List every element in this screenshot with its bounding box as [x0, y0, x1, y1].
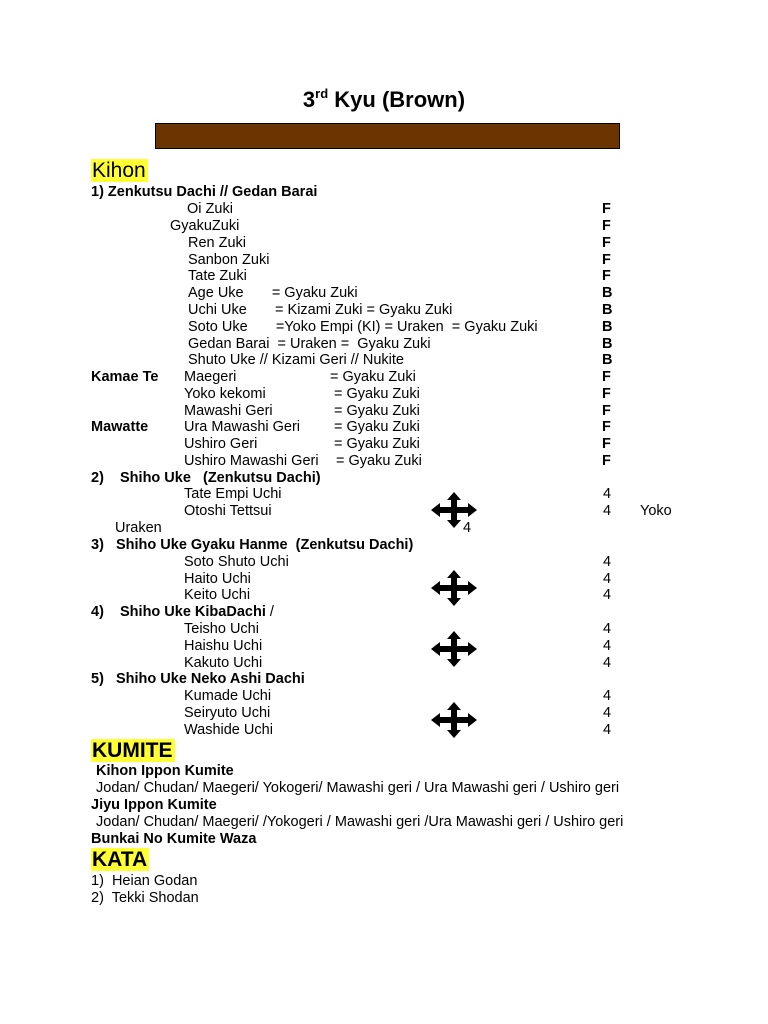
technique: Soto Uke =Yoko Empi (KI) = Uraken = Gyaku Zuki	[188, 319, 538, 335]
technique: Ren Zuki	[188, 235, 247, 251]
mawatte-label: Mawatte	[91, 419, 149, 435]
section-2-title: 2) Shiho Uke (Zenkutsu Dachi)	[91, 470, 321, 486]
section-3-title: 3) Shiho Uke Gyaku Hanme (Zenkutsu Dachi)	[91, 537, 414, 553]
kihon-heading: Kihon	[92, 159, 146, 182]
kumite-heading: KUMITE	[92, 739, 173, 762]
technique: Keito Uchi	[184, 587, 251, 603]
technique: Kakuto Uchi	[184, 655, 263, 671]
equals: = Gyaku Zuki	[334, 436, 420, 452]
yoko-text: Yoko	[640, 503, 672, 519]
grade: F	[602, 436, 611, 452]
count: 4	[603, 503, 612, 519]
jiyu-ippon-list: Jodan/ Chudan/ Maegeri/ /Yokogeri / Mawashi geri /Ura Mawashi geri / Ushiro geri	[96, 814, 624, 830]
grade: B	[602, 336, 613, 352]
list-item: 1) Heian Godan	[91, 873, 198, 889]
technique: Oi Zuki	[187, 201, 233, 217]
section-4-title: 4) Shiho Uke KibaDachi /	[91, 604, 274, 620]
technique: Teisho Uchi	[184, 621, 259, 637]
grade: F	[602, 235, 611, 251]
technique: Haito Uchi	[184, 571, 251, 587]
technique: Washide Uchi	[184, 722, 273, 738]
technique: Haishu Uchi	[184, 638, 263, 654]
grade: B	[602, 352, 613, 368]
technique: Otoshi Tettsui	[184, 503, 272, 519]
technique: Tate Zuki	[188, 268, 247, 284]
count: 4	[603, 587, 612, 603]
four-way-arrow-icon	[430, 630, 478, 668]
kihon-ippon-kumite-title: Kihon Ippon Kumite	[96, 763, 234, 779]
list-item: 2) Tekki Shodan	[91, 890, 199, 906]
technique: Seiryuto Uchi	[184, 705, 271, 721]
equals: = Gyaku Zuki	[334, 419, 420, 435]
technique: Age Uke = Gyaku Zuki	[188, 285, 358, 301]
page-title: 3rd Kyu (Brown)	[302, 86, 466, 112]
technique: Uchi Uke = Kizami Zuki = Gyaku Zuki	[188, 302, 453, 318]
count: 4	[603, 638, 612, 654]
equals: = Gyaku Zuki	[334, 403, 420, 419]
grade: F	[602, 369, 611, 385]
technique: Soto Shuto Uchi	[184, 554, 289, 570]
brown-belt-banner	[155, 123, 620, 149]
technique: Yoko kekomi	[184, 386, 266, 402]
technique: Tate Empi Uchi	[184, 486, 282, 502]
count: 4	[463, 520, 472, 536]
technique: Sanbon Zuki	[188, 252, 270, 268]
bunkai-title: Bunkai No Kumite Waza	[91, 831, 257, 847]
equals: = Gyaku Zuki	[330, 369, 416, 385]
four-way-arrow-icon	[430, 701, 478, 739]
grade: F	[602, 453, 611, 469]
jiyu-ippon-kumite-title: Jiyu Ippon Kumite	[91, 797, 217, 813]
technique: Kumade Uchi	[184, 688, 272, 704]
technique: Ushiro Geri	[184, 436, 258, 452]
count: 4	[603, 688, 612, 704]
section-5-title: 5) Shiho Uke Neko Ashi Dachi	[91, 671, 305, 687]
four-way-arrow-icon	[430, 491, 478, 529]
technique: Shuto Uke // Kizami Geri // Nukite	[188, 352, 404, 368]
count: 4	[603, 486, 612, 502]
grade: F	[602, 268, 611, 284]
equals: = Gyaku Zuki	[334, 386, 420, 402]
equals: = Gyaku Zuki	[336, 453, 422, 469]
technique: Ushiro Mawashi Geri	[184, 453, 319, 469]
kihon-ippon-list: Jodan/ Chudan/ Maegeri/ Yokogeri/ Mawashi geri / Ura Mawashi geri / Ushiro geri	[96, 780, 620, 796]
technique: GyakuZuki	[170, 218, 240, 234]
count: 4	[603, 722, 612, 738]
grade: B	[602, 302, 613, 318]
grade: F	[602, 201, 611, 217]
kamae-te-label: Kamae Te	[91, 369, 159, 385]
grade: F	[602, 252, 611, 268]
technique: Gedan Barai = Uraken = Gyaku Zuki	[188, 336, 431, 352]
technique: Ura Mawashi Geri	[184, 419, 301, 435]
uraken-text: Uraken	[115, 520, 162, 536]
grade: B	[602, 319, 613, 335]
grade: F	[602, 419, 611, 435]
grade: B	[602, 285, 613, 301]
grade: F	[602, 386, 611, 402]
section-1-title: 1) Zenkutsu Dachi // Gedan Barai	[91, 184, 318, 200]
kata-heading: KATA	[92, 848, 148, 871]
count: 4	[603, 655, 612, 671]
grade: F	[602, 218, 611, 234]
count: 4	[603, 705, 612, 721]
technique: Maegeri	[184, 369, 237, 385]
technique: Mawashi Geri	[184, 403, 273, 419]
four-way-arrow-icon	[430, 569, 478, 607]
count: 4	[603, 571, 612, 587]
grade: F	[602, 403, 611, 419]
count: 4	[603, 621, 612, 637]
count: 4	[603, 554, 612, 570]
